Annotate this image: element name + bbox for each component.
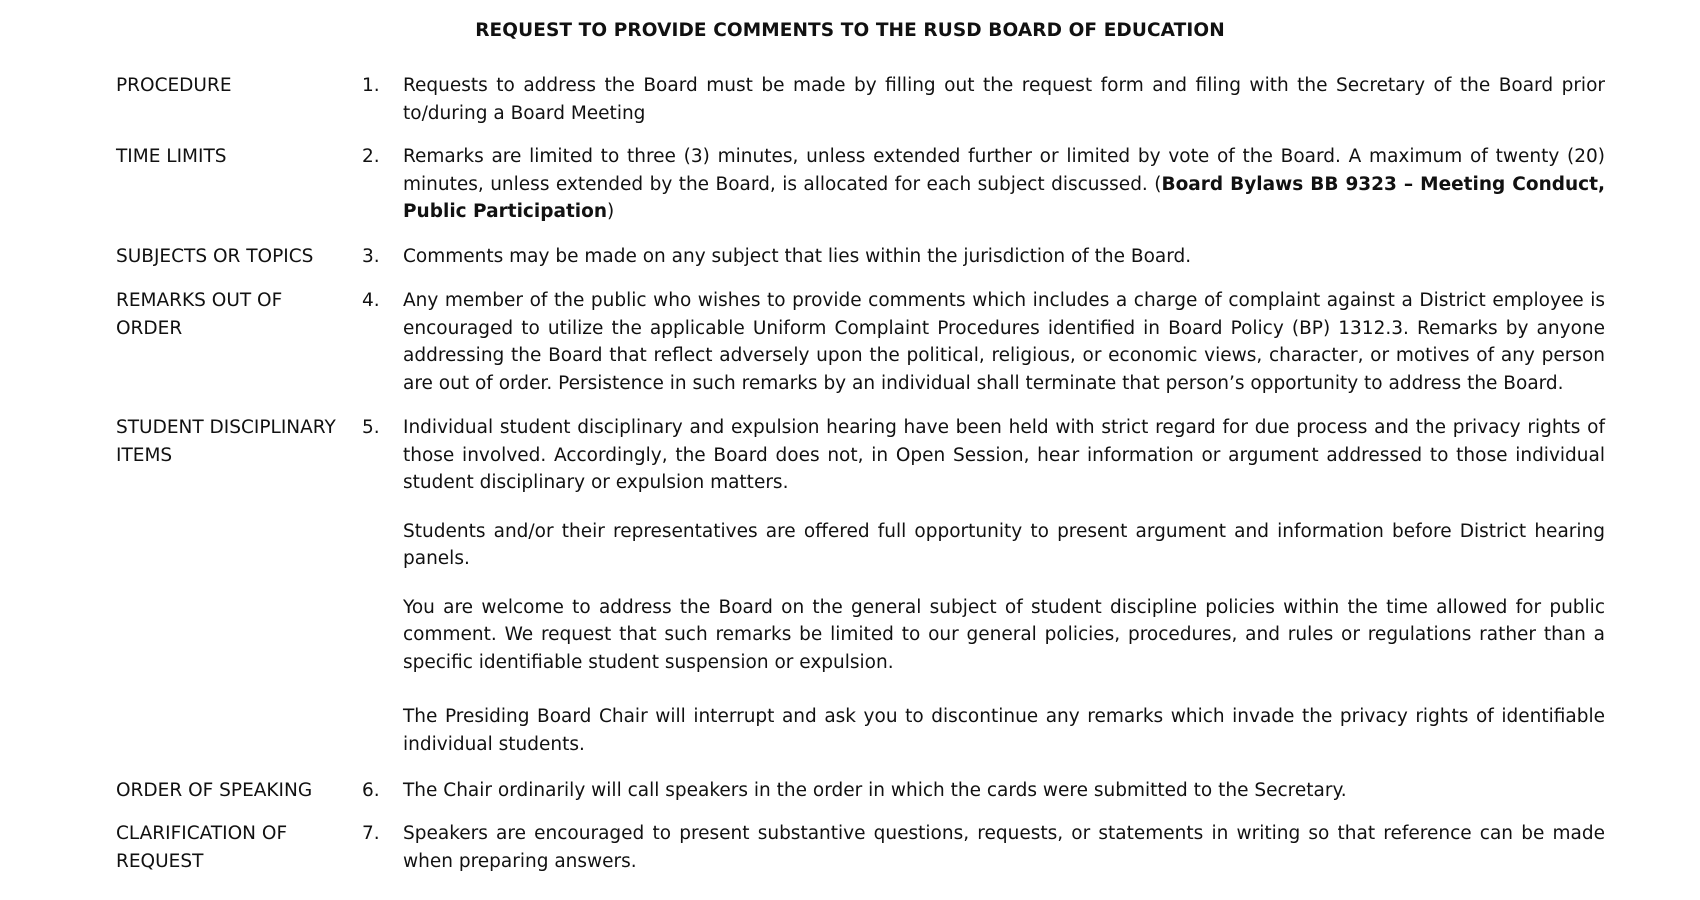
section-paragraph: Any member of the public who wishes to provide comments which includes a charge of complaint against a District employee is encouraged to utilize the applicable Uniform Complaint Procedures identified in Board Policy (BP) 1312.3. Remarks by anyone addressing the Board that reflect adversely upon the political, religious, or economic views, character, or motives of any person are out of order. Persistence in such remarks by an individual shall terminate that person’s opportunity to address the Board. xyxy=(403,290,1605,394)
section-body xyxy=(403,287,1605,397)
section-paragraph: Requests to address the Board must be made by filling out the request form and filing with the Secretary of the Board prior to/during a Board Meeting xyxy=(403,75,1605,124)
section-paragraph: Students and/or their representatives are offered full opportunity to present argument and information before District hearing panels. xyxy=(403,520,1605,569)
section-number: 2. xyxy=(362,146,380,167)
section-label: REMARKS OUT OF ORDER xyxy=(116,290,283,339)
section-number: 5. xyxy=(362,417,380,438)
section-body xyxy=(403,414,1605,758)
section-paragraph: Speakers are encouraged to present substantive questions, requests, or statements in writing so that reference can be made when preparing answers. xyxy=(403,823,1605,872)
paragraph-text-end: ) xyxy=(607,201,615,222)
paragraph-text: Remarks are limited to three (3) minutes, unless extended further or limited by vote of the Board. A maximum of twenty (20) minutes, unless extended by the Board, is allocated for each subject discussed. ( xyxy=(403,146,1605,195)
section-number: 1. xyxy=(362,75,380,96)
bylaw-reference: Board Bylaws BB 9323 – Meeting Conduct, Public Participation xyxy=(403,173,1605,222)
section-paragraph: Comments may be made on any subject that lies within the jurisdiction of the Board. xyxy=(403,246,1192,267)
section-number: 6. xyxy=(362,780,380,801)
section-number: 4. xyxy=(362,290,380,311)
section-paragraph xyxy=(403,143,1605,226)
section-number: 7. xyxy=(362,823,380,844)
section-label: SUBJECTS OR TOPICS xyxy=(116,246,314,267)
section-label: TIME LIMITS xyxy=(116,146,227,167)
section-paragraph: The Chair ordinarily will call speakers in the order in which the cards were submitted to the Secretary. xyxy=(403,780,1347,801)
section-label: ORDER OF SPEAKING xyxy=(116,780,313,801)
document-title: REQUEST TO PROVIDE COMMENTS TO THE RUSD BOARD OF EDUCATION xyxy=(475,20,1225,41)
section-paragraph: The Presiding Board Chair will interrupt and ask you to discontinue any remarks which invade the privacy rights of identifiable individual students. xyxy=(403,706,1605,755)
section-body xyxy=(403,72,1605,127)
section-body xyxy=(403,777,1605,805)
section-label: CLARIFICATION OF REQUEST xyxy=(116,823,288,872)
section-label: PROCEDURE xyxy=(116,75,232,96)
section-body xyxy=(403,243,1605,271)
section-paragraph: Individual student disciplinary and expulsion hearing have been held with strict regard for due process and the privacy rights of those involved. Accordingly, the Board does not, in Open Session, hear information or argument addressed to those individual student disciplinary or expulsion matters. xyxy=(403,417,1605,493)
section-body xyxy=(403,143,1605,226)
section-number: 3. xyxy=(362,246,380,267)
section-body xyxy=(403,820,1605,875)
section-label: STUDENT DISCIPLINARY ITEMS xyxy=(116,417,336,466)
section-paragraph: You are welcome to address the Board on the general subject of student discipline policies within the time allowed for public comment. We request that such remarks be limited to our general policies, procedures, and rules or regulations rather than a specific identifiable student suspension or expulsion. xyxy=(403,596,1605,673)
